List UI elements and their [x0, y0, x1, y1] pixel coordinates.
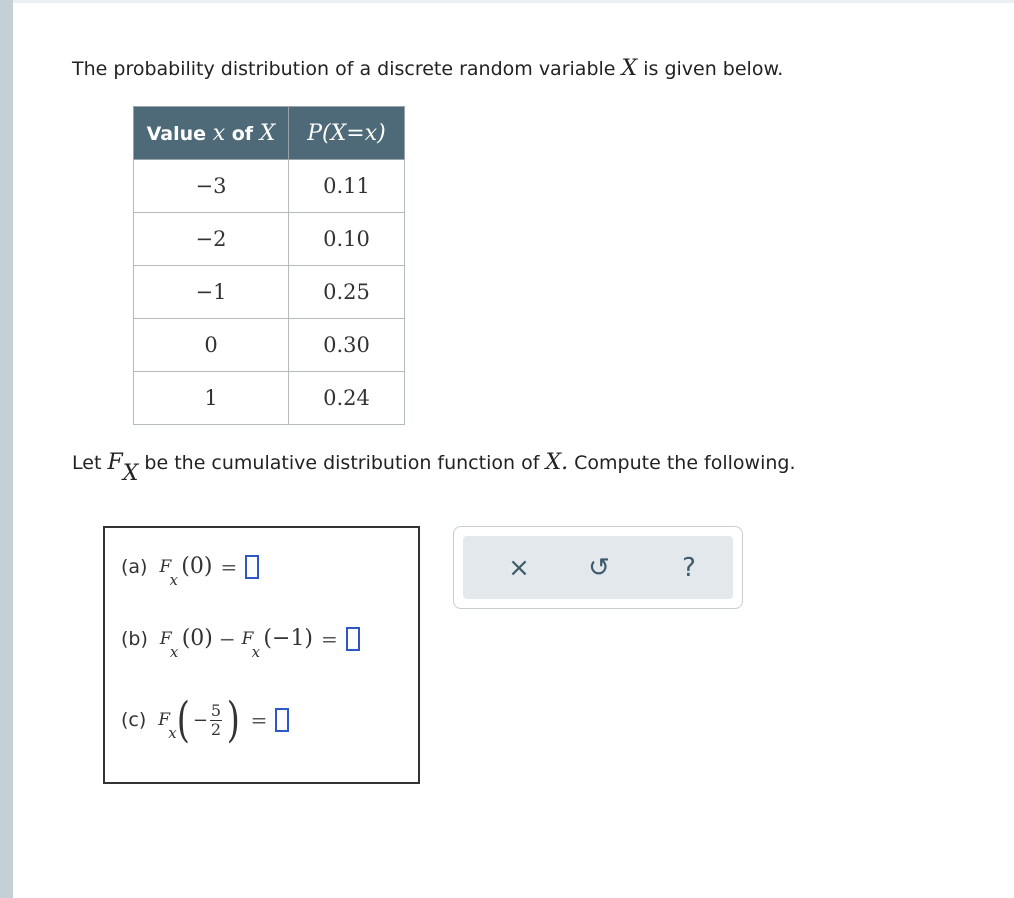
- probability-cell: 0.25: [289, 266, 405, 319]
- tool-panel: [453, 526, 743, 609]
- probability-cell: 0.24: [289, 372, 405, 425]
- distribution-table: [133, 106, 405, 425]
- answer-input-a[interactable]: [245, 555, 259, 579]
- intro-text-end: is given below.: [643, 58, 784, 80]
- question-b: (b) F x (0) − F x (−1) =: [121, 626, 360, 651]
- undo-icon: ↺: [588, 552, 610, 583]
- table-row: [134, 372, 405, 425]
- value-cell: −2: [134, 213, 289, 266]
- close-icon: ×: [508, 552, 530, 583]
- table-row: [134, 213, 405, 266]
- help-icon: ?: [682, 552, 696, 583]
- table-row: [134, 266, 405, 319]
- header-value: Value x of X: [134, 107, 289, 160]
- table-row: [134, 160, 405, 213]
- question-c: (c) F x ( − $\frac{5}{2}$ ) =: [121, 696, 289, 744]
- value-cell: −3: [134, 160, 289, 213]
- probability-cell: 0.11: [289, 160, 405, 213]
- clear-button[interactable]: [499, 536, 539, 599]
- table-row: [134, 319, 405, 372]
- header-probability: P(X=x): [289, 107, 405, 160]
- probability-cell: 0.30: [289, 319, 405, 372]
- tool-bar: [463, 536, 733, 599]
- intro-text: The probability distribution of a discrete random variable: [72, 58, 616, 80]
- question-a: (a) F x (0) =: [121, 554, 259, 579]
- value-cell: 0: [134, 319, 289, 372]
- top-border: [13, 0, 1014, 3]
- answer-input-b[interactable]: [346, 627, 360, 651]
- answer-box: [103, 526, 420, 784]
- undo-button[interactable]: [579, 536, 619, 599]
- problem-statement: [72, 56, 783, 81]
- help-button[interactable]: [669, 536, 709, 599]
- value-cell: −1: [134, 266, 289, 319]
- answer-input-c[interactable]: [275, 708, 289, 732]
- value-cell: 1: [134, 372, 289, 425]
- cdf-instruction: Let FX be the cumulative distribution function of X. Compute the following.: [72, 450, 796, 486]
- fraction: $\frac{5}{2}$: [210, 700, 221, 739]
- probability-cell: 0.10: [289, 213, 405, 266]
- intro-variable: X: [621, 56, 638, 81]
- left-border: [0, 0, 13, 898]
